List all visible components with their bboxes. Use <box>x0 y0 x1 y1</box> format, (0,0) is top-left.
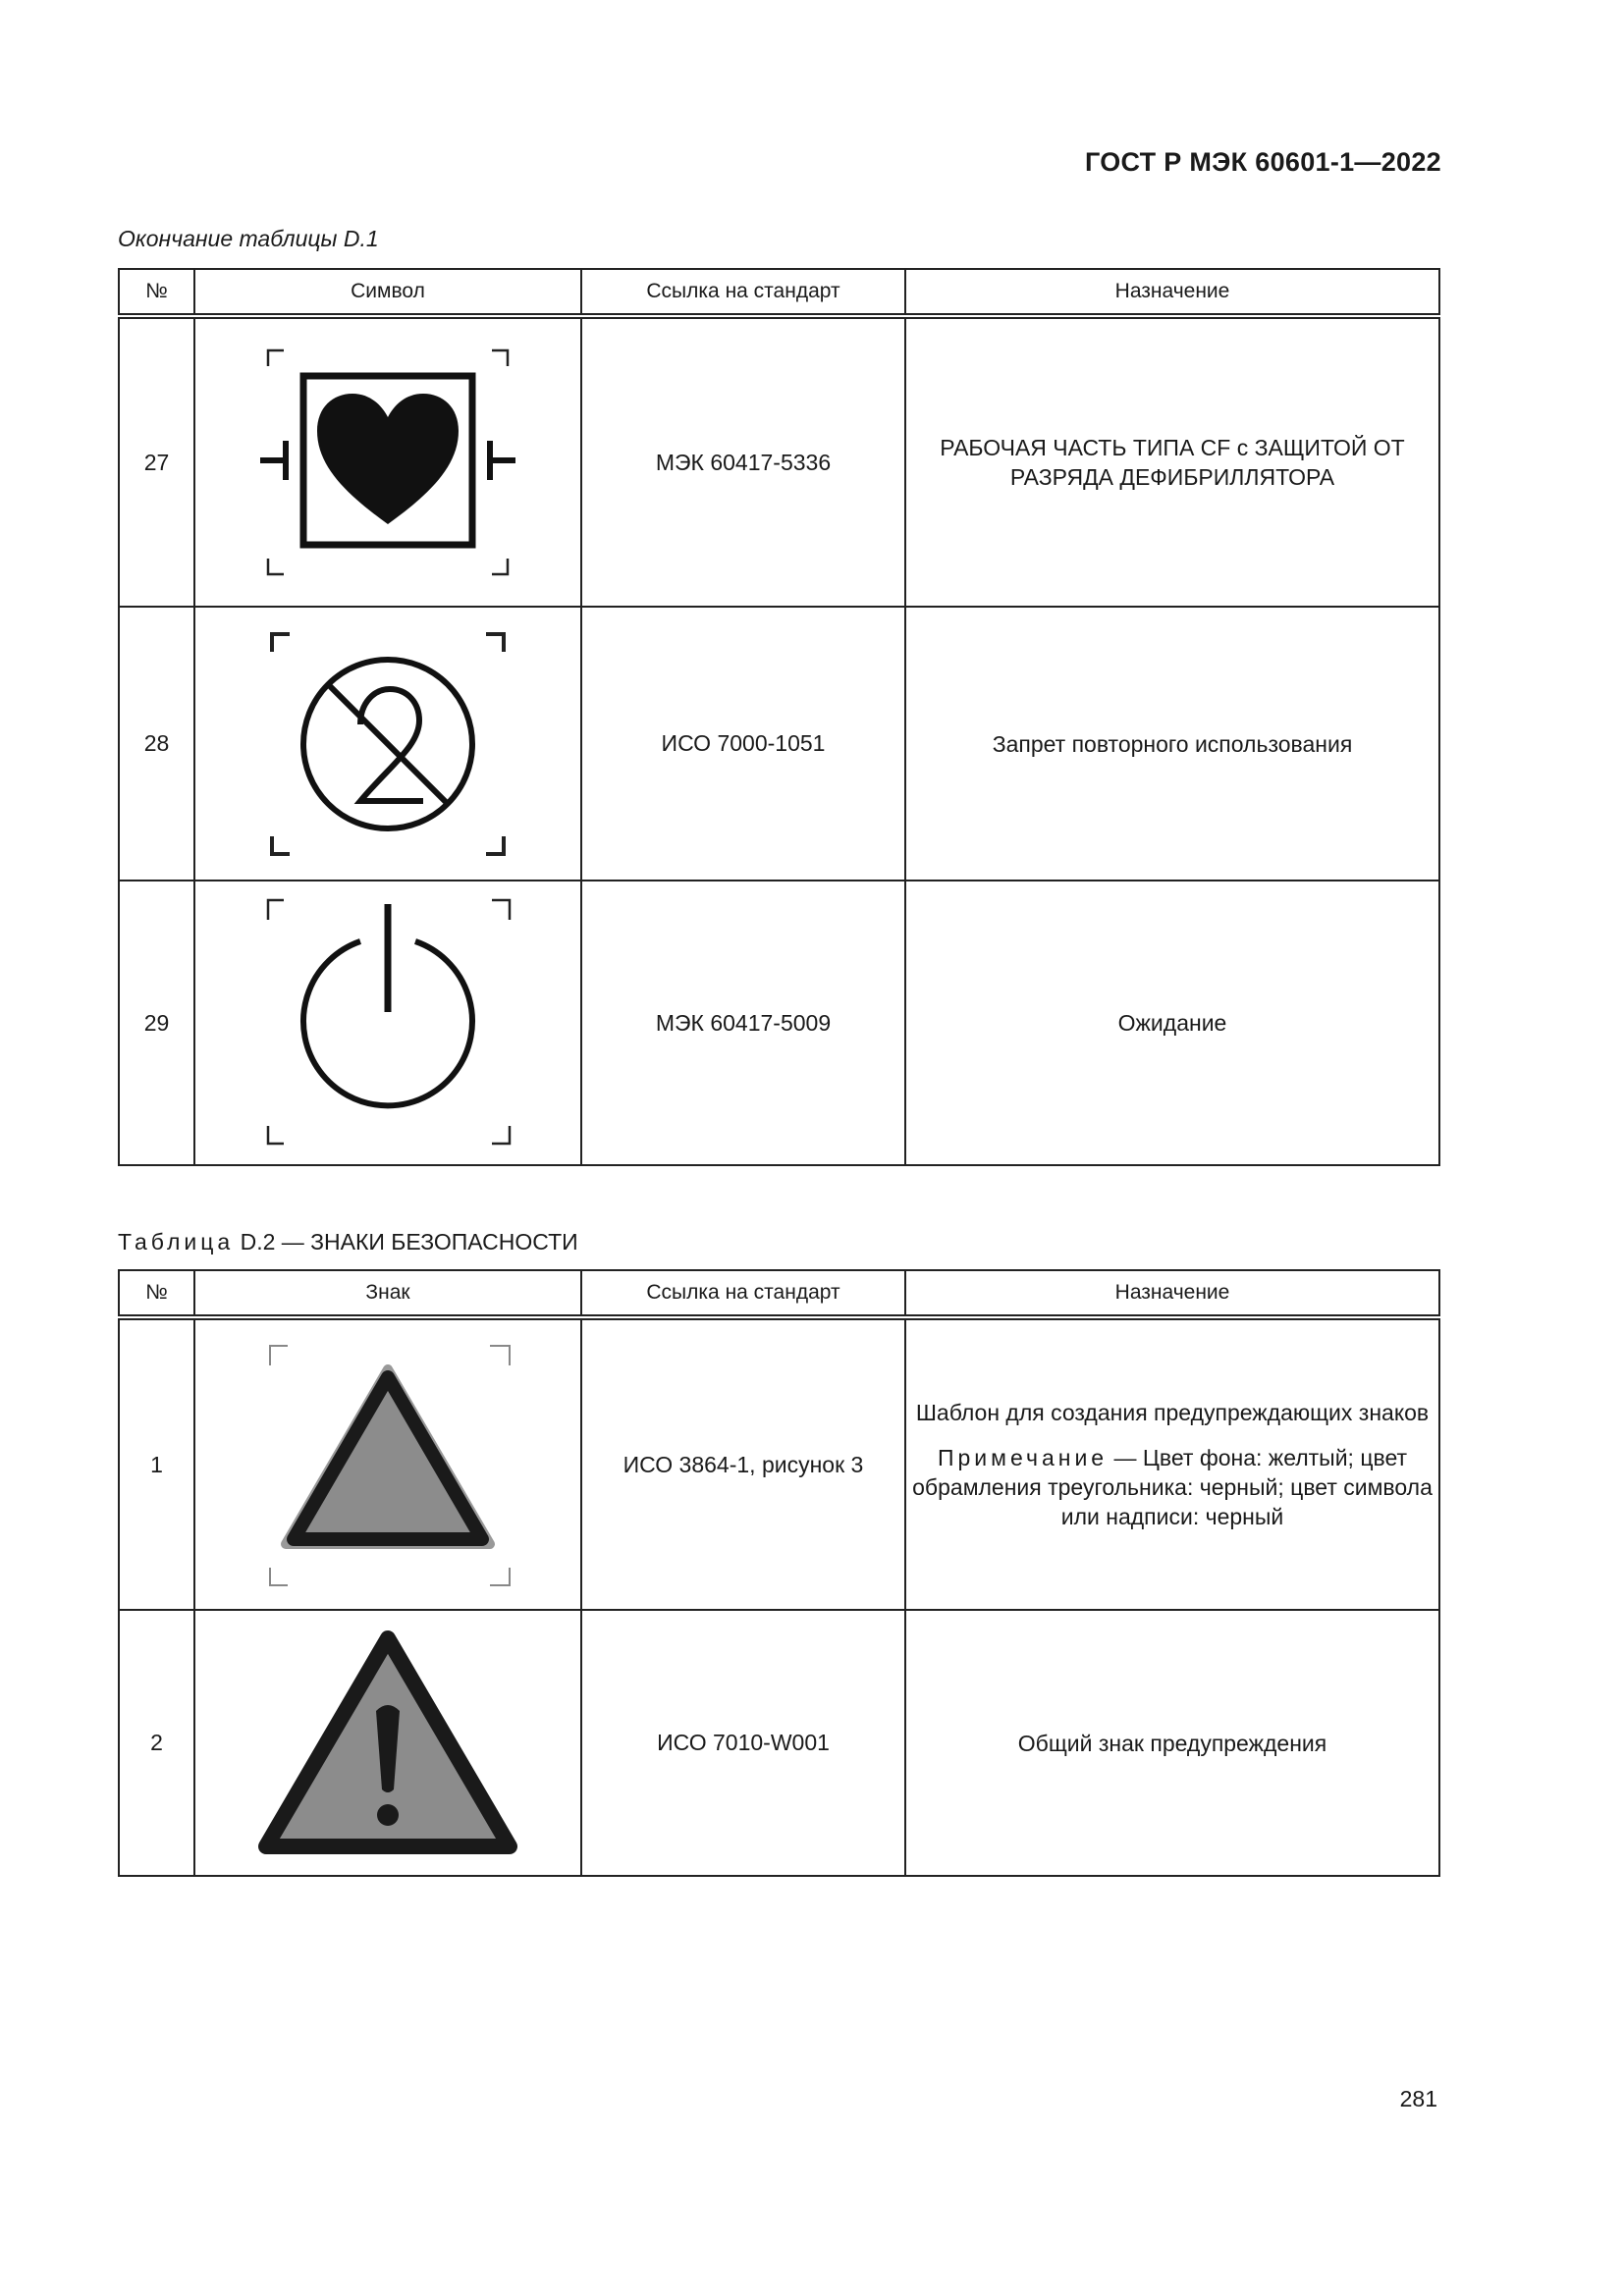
symbols-table <box>118 268 1440 1166</box>
page-number: 281 <box>1399 2086 1437 2111</box>
row-number: 1 <box>119 1317 194 1610</box>
column-header-symbol: Символ <box>194 269 581 316</box>
table-row <box>119 316 1439 607</box>
row-number: 28 <box>119 607 194 881</box>
table-header-row <box>119 1270 1439 1317</box>
table2-caption-title: D.2 — ЗНАКИ БЕЗОПАСНОСТИ <box>240 1229 578 1255</box>
table-header-row <box>119 269 1439 316</box>
purpose-text: Шаблон для создания предупреждающих знаков <box>915 1400 1430 1425</box>
symbol-cell <box>194 316 581 607</box>
reference-cell: ИСО 7000-1051 <box>581 607 905 881</box>
row-number: 29 <box>119 881 194 1165</box>
purpose-cell: Общий знак предупреждения <box>905 1610 1439 1876</box>
table-row <box>119 607 1439 881</box>
column-header-purpose: Назначение <box>905 1270 1439 1317</box>
row-number: 27 <box>119 316 194 607</box>
symbol-cell <box>194 1610 581 1876</box>
note-text: — Цвет фона: желтый; цвет обрамления треугольника: черный; цвет символа или надписи: черный <box>912 1445 1433 1529</box>
row-number: 2 <box>119 1610 194 1876</box>
table2-caption-prefix: Таблица <box>118 1229 235 1255</box>
column-header-reference: Ссылка на стандарт <box>581 1270 905 1317</box>
document-code: ГОСТ Р МЭК 60601-1—2022 <box>1084 147 1441 177</box>
defibrillation-proof-type-cf-applied-part-icon <box>258 337 517 588</box>
note-label: Примечание <box>937 1445 1109 1470</box>
general-warning-icon <box>250 1621 525 1866</box>
table-row <box>119 1610 1439 1876</box>
purpose-cell: РАБОЧАЯ ЧАСТЬ ТИПА CF с ЗАЩИТОЙ ОТ РАЗРЯДА ДЕФИБРИЛЛЯТОРА <box>905 316 1439 607</box>
purpose-note <box>906 1443 1438 1531</box>
standby-icon <box>258 890 517 1155</box>
column-header-purpose: Назначение <box>905 269 1439 316</box>
table-row <box>119 1317 1439 1610</box>
warning-triangle-template-icon <box>258 1332 517 1597</box>
column-header-sign: Знак <box>194 1270 581 1317</box>
reference-cell: МЭК 60417-5336 <box>581 316 905 607</box>
purpose-cell: Запрет повторного использования <box>905 607 1439 881</box>
purpose-cell: Ожидание <box>905 881 1439 1165</box>
safety-signs-table <box>118 1269 1440 1877</box>
reference-cell: ИСО 7010-W001 <box>581 1610 905 1876</box>
symbol-cell <box>194 607 581 881</box>
table-row <box>119 881 1439 1165</box>
reference-cell: МЭК 60417-5009 <box>581 881 905 1165</box>
table1-caption: Окончание таблицы D.1 <box>118 226 379 251</box>
symbol-cell <box>194 1317 581 1610</box>
table2-caption <box>118 1229 578 1255</box>
column-header-number: № <box>119 1270 194 1317</box>
symbol-cell <box>194 881 581 1165</box>
column-header-reference: Ссылка на стандарт <box>581 269 905 316</box>
column-header-number: № <box>119 269 194 316</box>
reference-cell: ИСО 3864-1, рисунок 3 <box>581 1317 905 1610</box>
purpose-cell <box>905 1317 1439 1610</box>
do-not-reuse-icon <box>258 618 517 870</box>
